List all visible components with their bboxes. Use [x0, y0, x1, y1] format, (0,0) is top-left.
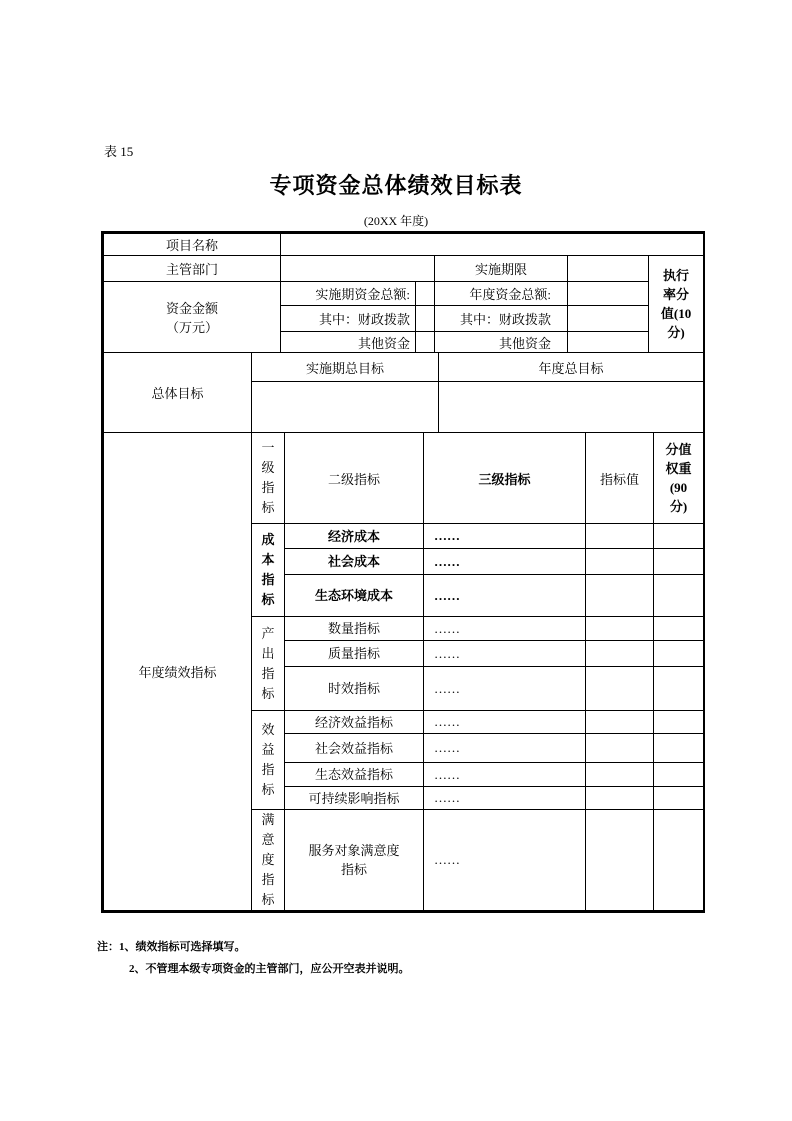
indicator-table — [103, 432, 704, 911]
indicator-row-label: 经济成本 — [285, 524, 424, 549]
indicator-detail-dots: …… — [424, 641, 586, 667]
overall-goal-label: 总体目标 — [104, 353, 252, 433]
indicator-detail-dots: …… — [424, 711, 586, 734]
department-label: 主管部门 — [104, 256, 281, 282]
annual-total-label: 年度资金总额: — [435, 282, 568, 306]
indicator-weight-cell — [654, 641, 704, 667]
form-tag: 表 15 — [104, 144, 134, 159]
period-label: 实施期限 — [435, 256, 568, 282]
indicator-row-label: 经济效益指标 — [285, 711, 424, 734]
form-table — [101, 231, 705, 913]
group-label-satisfaction: 满意度指标 — [252, 810, 285, 911]
group-label-benefit: 效益指标 — [252, 711, 285, 810]
indicator-value-cell — [586, 641, 654, 667]
indicator-detail-dots: …… — [424, 763, 586, 787]
annual-fiscal-label: 其中：财政拨款 — [435, 306, 568, 332]
indicator-row-label: 生态效益指标 — [285, 763, 424, 787]
indicator-value-cell — [586, 810, 654, 911]
form-title: 专项资金总体绩效目标表 — [269, 173, 523, 198]
indicator-value-cell — [586, 549, 654, 575]
level3-header: 三级指标 — [424, 433, 586, 524]
project-name-value-cell — [281, 234, 704, 256]
impl-total-label: 实施期资金总额: — [281, 282, 416, 306]
fund-amount-label-line2: （万元） — [165, 320, 218, 335]
indicator-weight-cell — [654, 617, 704, 641]
footnote-2: 2、不管理本级专项资金的主管部门，应公开空表并说明。 — [129, 963, 410, 975]
fund-amount-label — [104, 282, 281, 353]
project-name-label: 项目名称 — [104, 234, 281, 256]
indicator-row-label: 生态环境成本 — [285, 575, 424, 617]
fund-amount-label-line1: 资金金额 — [165, 301, 218, 316]
period-value-cell — [568, 256, 649, 282]
indicator-value-cell — [586, 763, 654, 787]
indicator-detail-dots: …… — [424, 810, 586, 911]
impl-other-label: 其他资金 — [281, 332, 416, 353]
annual-total-value-cell — [568, 282, 649, 306]
annual-other-label: 其他资金 — [435, 332, 568, 353]
level1-header: 一级指标 — [252, 433, 285, 524]
indicator-weight-cell — [654, 524, 704, 549]
indicator-row-label: 服务对象满意度指标 — [285, 810, 424, 911]
indicator-weight-cell — [654, 810, 704, 911]
indicator-detail-dots: …… — [424, 667, 586, 711]
value-header: 指标值 — [586, 433, 654, 524]
info-table — [103, 233, 704, 353]
indicator-row-label: 质量指标 — [285, 641, 424, 667]
indicator-weight-cell — [654, 667, 704, 711]
indicator-detail-dots: …… — [424, 549, 586, 575]
impl-total-value-cell — [416, 282, 435, 306]
exec-rate-score-label: 执行率分值(10分) — [649, 256, 704, 353]
annual-goal-header: 年度总目标 — [439, 353, 704, 382]
footnotes — [97, 936, 410, 980]
indicator-row-label: 可持续影响指标 — [285, 787, 424, 810]
indicator-value-cell — [586, 617, 654, 641]
indicator-weight-cell — [654, 763, 704, 787]
group-label-cost: 成本指标 — [252, 524, 285, 617]
indicator-weight-cell — [654, 787, 704, 810]
footnote-1-text: 1、绩效指标可选择填写。 — [119, 941, 246, 953]
indicator-row-label: 社会成本 — [285, 549, 424, 575]
indicator-value-cell — [586, 667, 654, 711]
impl-fiscal-label: 其中：财政拨款 — [281, 306, 416, 332]
annual-performance-label: 年度绩效指标 — [104, 433, 252, 911]
indicator-value-cell — [586, 575, 654, 617]
indicator-weight-cell — [654, 549, 704, 575]
impl-other-value-cell — [416, 332, 435, 353]
annual-fiscal-value-cell — [568, 306, 649, 332]
indicator-value-cell — [586, 734, 654, 763]
indicator-detail-dots: …… — [424, 787, 586, 810]
department-value-cell — [281, 256, 435, 282]
indicator-row-label: 数量指标 — [285, 617, 424, 641]
annual-goal-value-cell — [439, 382, 704, 433]
impl-goal-value-cell — [252, 382, 439, 433]
indicator-weight-cell — [654, 734, 704, 763]
impl-fiscal-value-cell — [416, 306, 435, 332]
level2-header: 二级指标 — [285, 433, 424, 524]
indicator-row-label: 社会效益指标 — [285, 734, 424, 763]
indicator-detail-dots: …… — [424, 617, 586, 641]
annual-other-value-cell — [568, 332, 649, 353]
indicator-row-label: 时效指标 — [285, 667, 424, 711]
overall-goal-table — [103, 352, 704, 433]
indicator-detail-dots: …… — [424, 524, 586, 549]
indicator-value-cell — [586, 787, 654, 810]
indicator-detail-dots: …… — [424, 575, 586, 617]
indicator-detail-dots: …… — [424, 734, 586, 763]
indicator-value-cell — [586, 524, 654, 549]
group-label-output: 产出指标 — [252, 617, 285, 711]
weight-header: 分值权重(90分) — [654, 433, 704, 524]
footnote-prefix: 注： — [97, 941, 119, 953]
footnote-1 — [97, 936, 410, 958]
indicator-weight-cell — [654, 711, 704, 734]
impl-goal-header: 实施期总目标 — [252, 353, 439, 382]
form-subtitle: (20XX 年度) — [363, 214, 429, 228]
indicator-value-cell — [586, 711, 654, 734]
indicator-weight-cell — [654, 575, 704, 617]
